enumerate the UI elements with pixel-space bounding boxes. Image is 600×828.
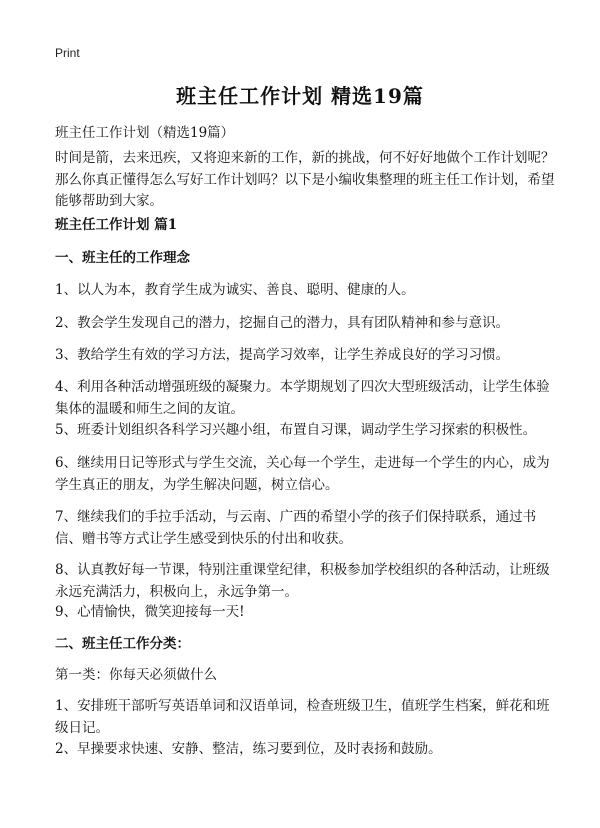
part2-heading: 二、班主任工作分类： <box>55 636 190 652</box>
list-item: 2、早操要求快速、安静、整洁，练习要到位，及时表扬和鼓励。 <box>55 741 442 757</box>
section-title: 班主任工作计划 篇1 <box>55 217 178 233</box>
list-item: 3、教给学生有效的学习方法，提高学习效率，让学生养成良好的学习习惯。 <box>55 347 510 363</box>
list-item: 1、以人为本，教育学生成为诚实、善良、聪明、健康的人。 <box>55 282 415 298</box>
list-item: 6、继续用日记等形式与学生交流，关心每一个学生，走进每一个学生的内心，成为学生真正的朋友，为学生解决问题，树立信心。 <box>55 455 550 493</box>
print-link[interactable]: Print <box>55 46 80 60</box>
list-item: 1、安排班干部听写英语单词和汉语单词，检查班级卫生，值班学生档案，鲜花和班级日记。 <box>55 698 550 736</box>
document-subtitle: 班主任工作计划（精选19篇） <box>55 125 235 141</box>
part1-heading: 一、班主任的工作理念 <box>55 250 190 266</box>
intro-paragraph: 时间是箭，去来迅疾，又将迎来新的工作，新的挑战，何不好好地做个工作计划呢？那么你真正懂得怎么写好工作计划吗？以下是小编收集整理的班主任工作计划，希望能够帮助到大家。 <box>55 150 555 209</box>
list-item: 4、利用各种活动增强班级的凝聚力。本学期规划了四次大型班级活动，让学生体验集体的温暖和师生之间的友谊。 <box>55 379 550 417</box>
list-item: 5、班委计划组织各科学习兴趣小组，布置自习课，调动学生学习探索的积极性。 <box>55 422 537 438</box>
category-label: 第一类：你每天必须做什么 <box>55 667 217 683</box>
list-item: 2、教会学生发现自己的潜力，挖掘自己的潜力，具有团队精神和参与意识。 <box>55 315 510 331</box>
document-title: 班主任工作计划 精选19篇 <box>176 84 424 108</box>
list-item: 9、心情愉快，微笑迎接每一天! <box>55 604 245 620</box>
list-item: 8、认真教好每一节课，特别注重课堂纪律，积极参加学校组织的各种活动，让班级永远充满活力，积极向上，永远争第一。 <box>55 562 550 600</box>
list-item: 7、继续我们的手拉手活动，与云南、广西的希望小学的孩子们保持联系，通过书信、赠书等方式让学生感受到快乐的付出和收获。 <box>55 509 537 547</box>
